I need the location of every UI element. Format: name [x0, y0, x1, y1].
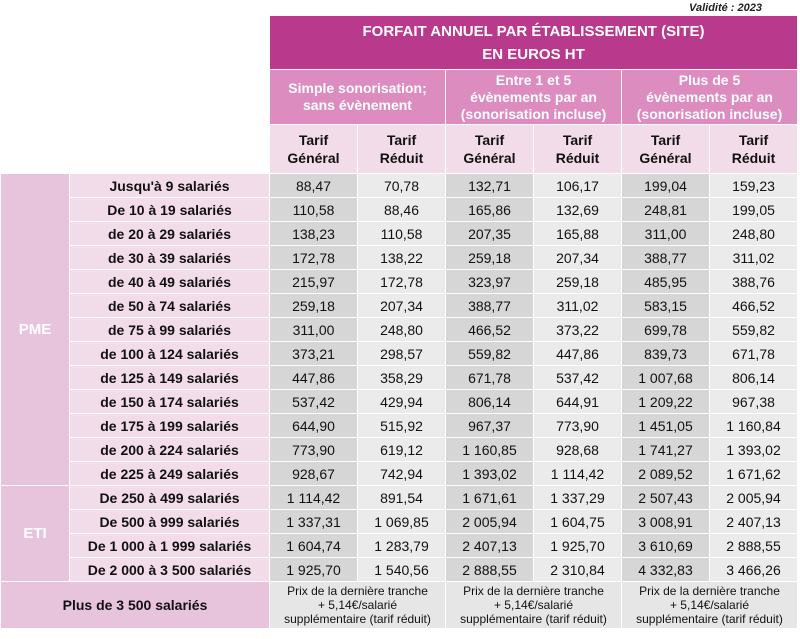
table-row [1, 318, 798, 342]
price-cell: 1 393,02 [710, 438, 798, 462]
price-cell: 1 604,75 [534, 510, 622, 534]
price-cell: 2 089,52 [622, 462, 710, 486]
price-cell: 159,23 [710, 174, 798, 198]
price-cell: 466,52 [710, 294, 798, 318]
note-line: + 5,14€/salarié [317, 598, 398, 612]
price-cell: 515,92 [358, 414, 446, 438]
price-cell: 323,97 [446, 270, 534, 294]
price-cell: 199,05 [710, 198, 798, 222]
col-header-line: Tarif [650, 132, 681, 148]
table-row-last [1, 582, 798, 629]
col-header-line: Général [287, 150, 340, 166]
price-cell: 165,88 [534, 222, 622, 246]
price-cell: 1 160,85 [446, 438, 534, 462]
note-line: + 5,14€/salarié [669, 598, 750, 612]
price-cell: 928,67 [270, 462, 358, 486]
price-cell: 1 007,68 [622, 366, 710, 390]
row-label: de 100 à 124 salariés [70, 342, 270, 366]
row-label: De 10 à 19 salariés [70, 198, 270, 222]
price-cell: 106,17 [534, 174, 622, 198]
price-cell: 2 310,84 [534, 558, 622, 582]
row-label: de 20 à 29 salariés [70, 222, 270, 246]
table-row [1, 462, 798, 486]
price-cell: 215,97 [270, 270, 358, 294]
pricing-table [0, 15, 798, 629]
price-cell: 1 069,85 [358, 510, 446, 534]
price-cell: 1 925,70 [534, 534, 622, 558]
col-header-general [270, 125, 358, 174]
price-cell: 537,42 [270, 390, 358, 414]
table-row [1, 510, 798, 534]
price-cell: 259,18 [270, 294, 358, 318]
table-row [1, 438, 798, 462]
note-line: Prix de la dernière tranche [639, 584, 780, 598]
table-row [1, 294, 798, 318]
price-cell: 928,68 [534, 438, 622, 462]
table-row [1, 558, 798, 582]
price-cell: 619,12 [358, 438, 446, 462]
price-cell: 1 451,05 [622, 414, 710, 438]
note-line: + 5,14€/salarié [493, 598, 574, 612]
col-header-line: Tarif [562, 132, 593, 148]
row-label: de 75 à 99 salariés [70, 318, 270, 342]
row-label: De 1 000 à 1 999 salariés [70, 534, 270, 558]
price-cell: 2 407,13 [710, 510, 798, 534]
price-cell: 248,81 [622, 198, 710, 222]
group-header [270, 70, 446, 125]
note-line: supplémentaire (tarif réduit) [636, 612, 783, 626]
price-cell: 671,78 [710, 342, 798, 366]
price-cell: 559,82 [710, 318, 798, 342]
price-cell: 2 407,13 [446, 534, 534, 558]
price-cell: 132,69 [534, 198, 622, 222]
price-cell: 3 610,69 [622, 534, 710, 558]
price-cell: 2 888,55 [710, 534, 798, 558]
price-cell: 88,46 [358, 198, 446, 222]
price-cell: 839,73 [622, 342, 710, 366]
group-header-line: évènements par an [470, 88, 597, 105]
table-row [1, 390, 798, 414]
price-cell: 1 741,27 [622, 438, 710, 462]
group-label-eti: ETI [1, 486, 70, 582]
group-header-line: (sonorisation incluse) [636, 105, 783, 122]
row-label: de 40 à 49 salariés [70, 270, 270, 294]
col-header-line: Tarif [474, 132, 505, 148]
price-cell: 248,80 [710, 222, 798, 246]
price-cell: 2 005,94 [710, 486, 798, 510]
col-header-line: Tarif [738, 132, 769, 148]
col-header-reduit [358, 125, 446, 174]
table-row [1, 486, 798, 510]
table-row [1, 174, 798, 198]
col-header-line: Réduit [731, 150, 776, 166]
note-line: supplémentaire (tarif réduit) [460, 612, 607, 626]
price-cell: 259,18 [534, 270, 622, 294]
row-label-last: Plus de 3 500 salariés [1, 582, 270, 629]
price-cell: 806,14 [710, 366, 798, 390]
price-cell: 699,78 [622, 318, 710, 342]
price-cell: 311,02 [534, 294, 622, 318]
col-header-line: Tarif [386, 132, 417, 148]
price-cell: 1 393,02 [446, 462, 534, 486]
note-cell [446, 582, 622, 629]
price-cell: 2 507,43 [622, 486, 710, 510]
row-label: De 2 000 à 3 500 salariés [70, 558, 270, 582]
price-cell: 1 604,74 [270, 534, 358, 558]
col-header-reduit [534, 125, 622, 174]
price-cell: 248,80 [358, 318, 446, 342]
row-label: de 125 à 149 salariés [70, 366, 270, 390]
price-cell: 311,00 [622, 222, 710, 246]
price-cell: 373,21 [270, 342, 358, 366]
validity-label: Validité : 2023 [689, 2, 762, 14]
price-cell: 559,82 [446, 342, 534, 366]
table-row [1, 414, 798, 438]
table-row [1, 270, 798, 294]
price-cell: 311,02 [710, 246, 798, 270]
group-header-line: évènements par an [646, 88, 773, 105]
price-cell: 447,86 [270, 366, 358, 390]
note-line: supplémentaire (tarif réduit) [284, 612, 431, 626]
price-cell: 967,37 [446, 414, 534, 438]
price-cell: 485,95 [622, 270, 710, 294]
row-label: de 225 à 249 salariés [70, 462, 270, 486]
price-cell: 110,58 [270, 198, 358, 222]
price-cell: 207,34 [358, 294, 446, 318]
price-cell: 207,35 [446, 222, 534, 246]
note-line: Prix de la dernière tranche [287, 584, 428, 598]
col-header-line: Général [463, 150, 516, 166]
price-cell: 537,42 [534, 366, 622, 390]
price-cell: 388,76 [710, 270, 798, 294]
price-cell: 132,71 [446, 174, 534, 198]
price-cell: 373,22 [534, 318, 622, 342]
row-label: de 150 à 174 salariés [70, 390, 270, 414]
price-cell: 1 209,22 [622, 390, 710, 414]
group-header [446, 70, 622, 125]
col-header-general [446, 125, 534, 174]
price-cell: 1 114,42 [270, 486, 358, 510]
price-cell: 172,78 [358, 270, 446, 294]
note-cell [622, 582, 798, 629]
price-cell: 259,18 [446, 246, 534, 270]
group-header-line: Entre 1 et 5 [495, 71, 572, 88]
price-cell: 806,14 [446, 390, 534, 414]
col-header-line: Réduit [379, 150, 424, 166]
price-cell: 1 337,31 [270, 510, 358, 534]
corner-blank [1, 16, 270, 174]
price-cell: 298,57 [358, 342, 446, 366]
group-label-pme: PME [1, 174, 70, 486]
price-cell: 138,23 [270, 222, 358, 246]
col-header-line: Tarif [298, 132, 329, 148]
group-header [622, 70, 798, 125]
group-header-line: (sonorisation incluse) [460, 105, 607, 122]
price-cell: 165,86 [446, 198, 534, 222]
group-header-line: sans évènement [303, 97, 412, 113]
price-cell: 429,94 [358, 390, 446, 414]
price-cell: 172,78 [270, 246, 358, 270]
price-cell: 967,38 [710, 390, 798, 414]
row-label: de 50 à 74 salariés [70, 294, 270, 318]
price-cell: 207,34 [534, 246, 622, 270]
price-cell: 138,22 [358, 246, 446, 270]
price-cell: 3 008,91 [622, 510, 710, 534]
price-cell: 1 540,56 [358, 558, 446, 582]
price-cell: 644,91 [534, 390, 622, 414]
price-cell: 1 160,84 [710, 414, 798, 438]
price-cell: 1 283,79 [358, 534, 446, 558]
note-line: Prix de la dernière tranche [463, 584, 604, 598]
col-header-reduit [710, 125, 798, 174]
price-cell: 110,58 [358, 222, 446, 246]
price-cell: 358,29 [358, 366, 446, 390]
price-cell: 447,86 [534, 342, 622, 366]
row-label: De 500 à 999 salariés [70, 510, 270, 534]
price-cell: 671,78 [446, 366, 534, 390]
row-label: Jusqu'à 9 salariés [70, 174, 270, 198]
price-cell: 891,54 [358, 486, 446, 510]
note-cell [270, 582, 446, 629]
row-label: de 30 à 39 salariés [70, 246, 270, 270]
row-label: de 200 à 224 salariés [70, 438, 270, 462]
price-cell: 1 671,62 [710, 462, 798, 486]
price-cell: 199,04 [622, 174, 710, 198]
price-cell: 466,52 [446, 318, 534, 342]
group-header-line: Plus de 5 [678, 71, 741, 88]
col-header-general [622, 125, 710, 174]
table-row [1, 534, 798, 558]
price-cell: 1 337,29 [534, 486, 622, 510]
table-title: FORFAIT ANNUEL PAR ÉTABLISSEMENT (SITE) EN EUROS HT [270, 16, 798, 70]
row-label: de 175 à 199 salariés [70, 414, 270, 438]
price-cell: 2 005,94 [446, 510, 534, 534]
col-header-line: Réduit [555, 150, 600, 166]
group-header-line: Simple sonorisation; [288, 80, 427, 96]
table-row [1, 366, 798, 390]
table-row [1, 198, 798, 222]
price-cell: 773,90 [270, 438, 358, 462]
price-cell: 742,94 [358, 462, 446, 486]
price-cell: 1 925,70 [270, 558, 358, 582]
row-label: De 250 à 499 salariés [70, 486, 270, 510]
price-cell: 2 888,55 [446, 558, 534, 582]
price-cell: 70,78 [358, 174, 446, 198]
table-row [1, 342, 798, 366]
price-cell: 773,90 [534, 414, 622, 438]
price-cell: 583,15 [622, 294, 710, 318]
price-cell: 1 114,42 [534, 462, 622, 486]
price-cell: 88,47 [270, 174, 358, 198]
price-cell: 1 671,61 [446, 486, 534, 510]
table-row [1, 222, 798, 246]
price-cell: 388,77 [446, 294, 534, 318]
col-header-line: Général [639, 150, 692, 166]
price-cell: 644,90 [270, 414, 358, 438]
price-cell: 3 466,26 [710, 558, 798, 582]
price-cell: 311,00 [270, 318, 358, 342]
price-cell: 388,77 [622, 246, 710, 270]
price-cell: 4 332,83 [622, 558, 710, 582]
table-row [1, 246, 798, 270]
